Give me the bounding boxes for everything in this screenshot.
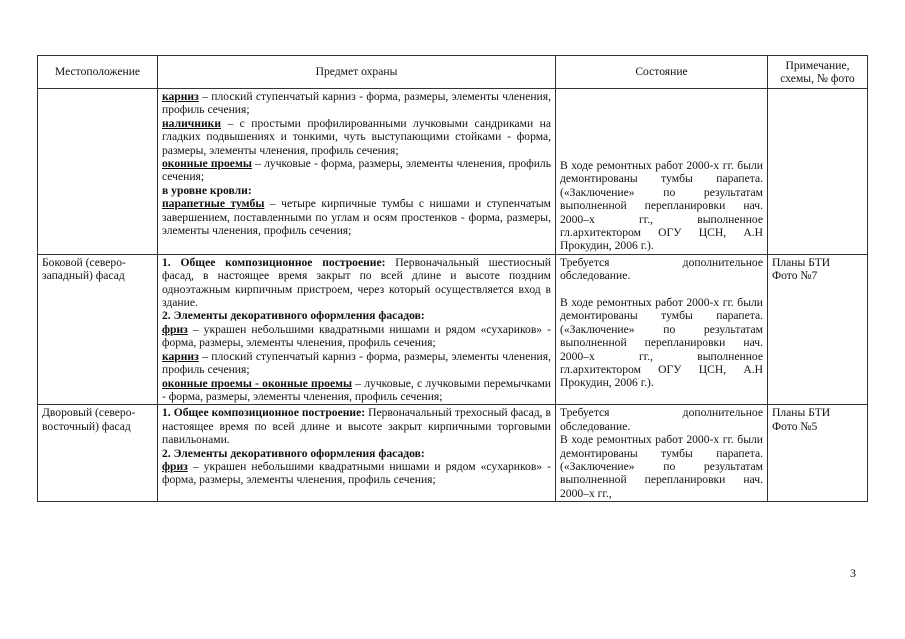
row3-state-cell — [556, 405, 768, 502]
composition-paragraph — [162, 406, 551, 446]
row1-note-cell — [768, 89, 868, 255]
row1-state-cell — [556, 89, 768, 255]
decor-heading: 2. Элементы декоративного оформления фасадов: — [162, 446, 425, 460]
term-label: фриз — [162, 322, 188, 336]
row2-state-cell — [556, 254, 768, 404]
term-text: – украшен небольшими квадратными нишами и рядом «сухариков» - форма, размеры, элементы членения, профиль сечения; — [162, 322, 551, 350]
header-note: Примечание, схемы, № фото — [768, 56, 868, 89]
state-text: Требуется дополнительное обследование. — [560, 255, 763, 283]
term-text: – четыре кирпичные тумбы с нишами и ступенчатым завершением, поставленными по углам и осям простенков - форма, размеры, элементы членения, профиль сечения; — [162, 197, 551, 238]
list-item — [162, 197, 551, 237]
composition-title: 1. Общее композиционное построение: — [162, 255, 386, 269]
row1-subject-cell — [158, 89, 556, 255]
composition-paragraph — [162, 256, 551, 310]
term-label: парапетные тумбы — [162, 197, 265, 211]
header-subject: Предмет охраны — [158, 56, 556, 89]
term-label: оконные проемы - оконные проемы — [162, 376, 353, 390]
row3-location-cell: Дворовый (северо-восточный) фасад — [38, 405, 158, 502]
term-text: – лучковые, с лучковыми перемычками - форма, размеры, элементы членения, профиль сечения; — [162, 376, 551, 403]
term-label: карниз — [162, 349, 199, 363]
list-item — [162, 90, 551, 117]
list-item — [162, 460, 551, 487]
section-heading: в уровне кровли: — [162, 183, 252, 197]
term-label: карниз — [162, 90, 199, 103]
row2-location-cell: Боковой (северо-западный) фасад — [38, 254, 158, 404]
term-text: – лучковые - форма, размеры, элементы членения, профиль сечения; — [162, 157, 551, 184]
list-item — [162, 157, 551, 184]
state-text: В ходе ремонтных работ 2000-х гг. были демонтированы тумбы парапета. («Заключение» по результатам выполненной перепланировки нач. 2000–х гг., выполненное гл.архитектором ОГУ ЦСН, А.Н Прокудин, 2006 г.). — [560, 159, 763, 253]
table-row — [38, 405, 868, 502]
composition-text: Первоначальный шестиосный фасад, в настоящее время закрыт по всей длине и высоте поздним одноэтажным кирпичным пристроем, через который осуществляется вход в здание. — [162, 255, 552, 310]
decor-heading: 2. Элементы декоративного оформления фасадов: — [162, 309, 425, 323]
term-text: – плоский ступенчатый карниз - форма, размеры, элементы членения, профиль сечения; — [162, 349, 551, 377]
row2-subject-cell — [158, 254, 556, 404]
composition-title: 1. Общее композиционное построение: — [162, 406, 366, 420]
row3-note-cell — [768, 405, 868, 502]
note-text: Планы БТИ — [772, 255, 831, 269]
state-text: В ходе ремонтных работ 2000-х гг. были демонтированы тумбы парапета. («Заключение» по результатам выполненной перепланировки нач. 2000–х гг., — [560, 433, 763, 500]
header-location: Местоположение — [38, 56, 158, 89]
table-row — [38, 254, 868, 404]
header-state: Состояние — [556, 56, 768, 89]
list-item — [162, 377, 551, 404]
list-item — [162, 350, 551, 377]
row3-subject-cell — [158, 405, 556, 502]
table-row — [38, 89, 868, 255]
row1-location-cell — [38, 89, 158, 255]
term-label: наличники — [162, 116, 222, 130]
note-text: Планы БТИ — [772, 406, 831, 420]
note-text: Фото №7 — [772, 269, 818, 283]
state-text: Требуется дополнительное обследование. — [560, 406, 763, 433]
term-label: фриз — [162, 459, 188, 473]
list-item — [162, 323, 551, 350]
list-item — [162, 117, 551, 157]
term-text: – плоский ступенчатый карниз - форма, размеры, элементы членения, профиль сечения; — [162, 90, 551, 117]
page-number: 3 — [850, 566, 856, 580]
term-label: оконные проемы — [162, 157, 252, 171]
table-header-row — [38, 56, 868, 89]
term-text: – украшен небольшими квадратными нишами и рядом «сухариков» - форма, размеры, элементы членения, профиль сечения; — [162, 459, 551, 487]
composition-text: Первоначальный трехосный фасад, в настоящее время по всей длине и высоте закрыт кирпичными торговыми павильонами. — [162, 406, 551, 447]
state-text: В ходе ремонтных работ 2000-х гг. были демонтированы тумбы парапета. («Заключение» по результатам выполненной перепланировки нач. 2000–х гг., выполненное гл.архитектором ОГУ ЦСН, А.Н Прокудин, 2006 г.). — [560, 296, 763, 390]
protection-table — [37, 55, 868, 502]
row2-note-cell — [768, 254, 868, 404]
term-text: – с простыми профилированными лучковыми сандриками на гладких подвышениях и тонкими, чуть выступающими стойками - форма, размеры, элементы членения, профиль сечения; — [162, 116, 551, 157]
note-text: Фото №5 — [772, 419, 818, 433]
